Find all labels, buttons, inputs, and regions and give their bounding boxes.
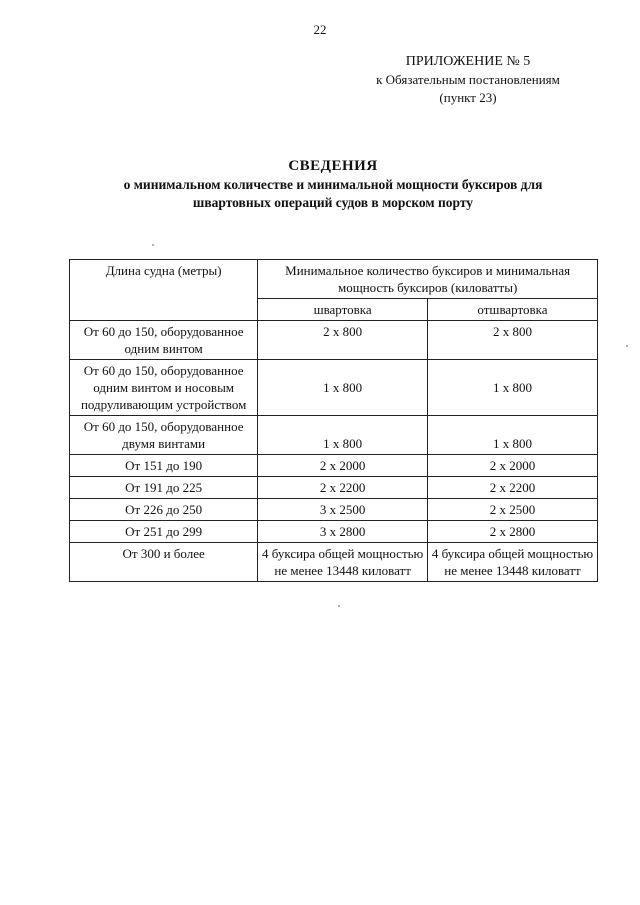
heading-subtitle-line-2: швартовных операций судов в морском порту xyxy=(192,195,474,210)
cell-length: От 226 до 250 xyxy=(70,499,258,521)
cell-mooring: 4 буксира общей мощностью не менее 13448 киловатт xyxy=(258,543,428,582)
scan-speck xyxy=(626,345,628,347)
cell-mooring: 1 x 800 xyxy=(258,416,428,455)
tugs-table xyxy=(69,259,598,582)
cell-length: От 191 до 225 xyxy=(70,477,258,499)
cell-unmooring: 2 x 2200 xyxy=(427,477,597,499)
cell-mooring: 2 x 2200 xyxy=(258,477,428,499)
table-row xyxy=(70,499,598,521)
document-heading xyxy=(60,157,606,212)
appendix-line-2: (пункт 23) xyxy=(439,90,497,105)
cell-length: От 151 до 190 xyxy=(70,455,258,477)
page-number: 22 xyxy=(313,22,327,37)
table-header-row xyxy=(70,260,598,299)
table-row xyxy=(70,521,598,543)
table-row xyxy=(70,455,598,477)
cell-length: От 300 и более xyxy=(70,543,258,582)
table-row xyxy=(70,321,598,360)
table-row xyxy=(70,477,598,499)
header-unmooring: отшвартовка xyxy=(427,299,597,321)
heading-title: СВЕДЕНИЯ xyxy=(288,158,378,174)
cell-unmooring: 1 x 800 xyxy=(427,360,597,416)
cell-unmooring: 1 x 800 xyxy=(427,416,597,455)
cell-length: От 60 до 150, оборудованное одним винтом xyxy=(70,321,258,360)
cell-mooring: 3 x 2800 xyxy=(258,521,428,543)
table-row xyxy=(70,416,598,455)
heading-subtitle-line-1: о минимальном количестве и минимальной мощности буксиров для xyxy=(123,177,543,192)
cell-unmooring: 2 x 2500 xyxy=(427,499,597,521)
cell-length: От 251 до 299 xyxy=(70,521,258,543)
cell-unmooring: 4 буксира общей мощностью не менее 13448 киловатт xyxy=(427,543,597,582)
appendix-line-1: к Обязательным постановлениям xyxy=(376,72,560,87)
cell-length: От 60 до 150, оборудованное двумя винтами xyxy=(70,416,258,455)
cell-length: От 60 до 150, оборудованное одним винтом и носовым подруливающим устройством xyxy=(70,360,258,416)
table-row xyxy=(70,543,598,582)
cell-unmooring: 2 x 2000 xyxy=(427,455,597,477)
cell-mooring: 2 x 800 xyxy=(258,321,428,360)
appendix-title: ПРИЛОЖЕНИЕ № 5 xyxy=(405,54,531,69)
table-row xyxy=(70,360,598,416)
header-mooring: швартовка xyxy=(258,299,428,321)
cell-mooring: 3 x 2500 xyxy=(258,499,428,521)
cell-unmooring: 2 x 2800 xyxy=(427,521,597,543)
header-ship-length: Длина судна (метры) xyxy=(70,260,258,321)
scan-speck xyxy=(152,244,154,246)
scan-speck xyxy=(338,605,340,607)
cell-mooring: 2 x 2000 xyxy=(258,455,428,477)
header-tugs-group: Минимальное количество буксиров и минимальная мощность буксиров (киловатты) xyxy=(258,260,598,299)
cell-mooring: 1 x 800 xyxy=(258,360,428,416)
appendix-block xyxy=(338,53,598,107)
cell-unmooring: 2 x 800 xyxy=(427,321,597,360)
